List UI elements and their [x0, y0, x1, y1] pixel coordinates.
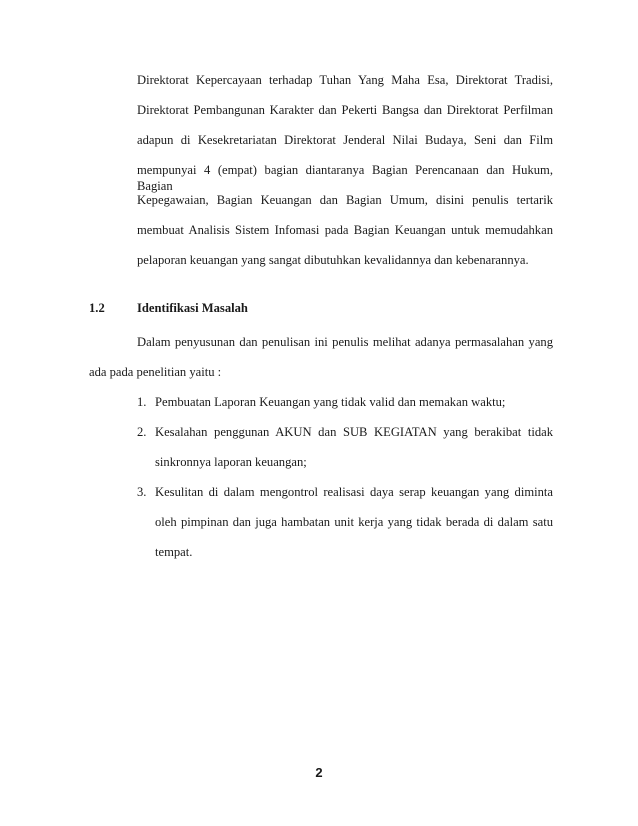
section-title: Identifikasi Masalah — [137, 301, 248, 315]
paragraph-line: Direktorat Pembangunan Karakter dan Pekerti Bangsa dan Direktorat Perfilman — [137, 103, 553, 117]
paragraph-line: Direktorat Kepercayaan terhadap Tuhan Yang Maha Esa, Direktorat Tradisi, — [137, 73, 553, 87]
list-item-line: sinkronnya laporan keuangan; — [155, 455, 307, 469]
paragraph-line: membuat Analisis Sistem Infomasi pada Bagian Keuangan untuk memudahkan — [137, 223, 553, 237]
paragraph-line: Kepegawaian, Bagian Keuangan dan Bagian Umum, disini penulis tertarik — [137, 193, 553, 207]
list-item-line: Kesulitan di dalam mengontrol realisasi daya serap keuangan yang diminta — [155, 485, 553, 499]
list-item-line: oleh pimpinan dan juga hambatan unit kerja yang tidak berada di dalam satu — [155, 515, 553, 529]
paragraph-line: pelaporan keuangan yang sangat dibutuhkan kevalidannya dan kebenarannya. — [137, 253, 529, 267]
list-item-line: tempat. — [155, 545, 193, 559]
page-number: 2 — [315, 765, 323, 780]
paragraph-line: adapun di Kesekretariatan Direktorat Jenderal Nilai Budaya, Seni dan Film — [137, 133, 553, 147]
section-number: 1.2 — [89, 301, 105, 315]
list-item-number: 3. — [137, 485, 147, 499]
paragraph-line: Dalam penyusunan dan penulisan ini penulis melihat adanya permasalahan yang — [137, 335, 553, 349]
list-item-line: Pembuatan Laporan Keuangan yang tidak valid dan memakan waktu; — [155, 395, 506, 409]
list-item-line: Kesalahan penggunan AKUN dan SUB KEGIATAN yang berakibat tidak — [155, 425, 553, 439]
list-item-number: 2. — [137, 425, 147, 439]
list-item-number: 1. — [137, 395, 147, 409]
paragraph-line: mempunyai 4 (empat) bagian diantaranya Bagian Perencanaan dan Hukum, Bagian — [137, 163, 553, 193]
paragraph-line: ada pada penelitian yaitu : — [89, 365, 222, 379]
